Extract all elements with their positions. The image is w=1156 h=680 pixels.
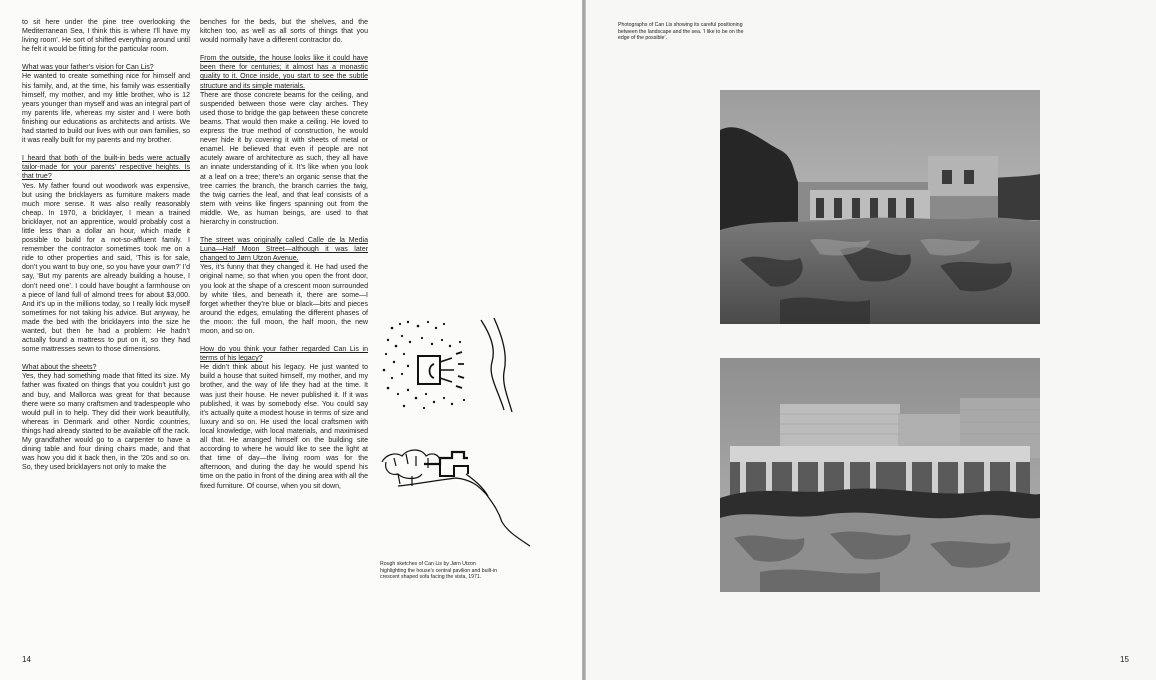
photo-caption: Photographs of Can Lis showing its careful positioning between the landscape and the sea. ‘I like to be on the edge of the possible’.	[618, 22, 744, 42]
page-number-left: 14	[22, 655, 31, 664]
right-page	[586, 0, 1156, 680]
interview-question: I heard that both of the built-in beds were actually tailor-made for your parents’ respective heights. Is that true?	[22, 155, 190, 181]
interview-question: The street was originally called Calle de la Media Luna—Half Moon Street—although it was later changed to Jørn Utzon Avenue.	[200, 237, 368, 263]
interview-question: What was your father’s vision for Can Lis?	[22, 64, 154, 72]
interview-paragraph	[200, 18, 368, 45]
interview-answer: Yes, it’s funny that they changed it. He had used the original name, so that when you open the front door, you look at the shape of a crescent moon surrounded by white tiles, and beneath it, there are some—I forget whether they’re blue or black—bits and pieces around the edges, emulating the different phases of the moon: the full moon, the half moon, the new moon, and so on.	[200, 264, 368, 335]
interview-answer: He wanted to create something nice for himself and his family, and, at the time, his family was essentially himself, my mother, and my little brother, who is 12 years younger than myself and was an integral part of my parents life, whereas my sister and I were both finishing our educations as architects and artists. We had started to build our lives with our own families, so it was really built for my parents and my brother.	[22, 73, 190, 145]
interview-answer: Yes. My father found out woodwork was expensive, but using the bricklayers as furniture makers made much more sense. It was also really reasonably cheap. In 1970, a bricklayer, I mean a trained bricklayer, not an apprentice, would probably cost a little less than a dollar an hour, which made it possible to build for a not-so-affluent family. I remember the contractor sometimes took me on a ride to other properties and said, ‘This is for sale, don’t you want to buy one, so you have your own?’ I’d say, ‘But my parents are already building a house, I don’t need one’. I could have bought a farmhouse on a piece of land full of almond trees for about $3,000. And it’s up in the millions today, so I really kick myself sometimes for not taking his advice. But anyway, he made the bed with the bricklayers into the size he wanted, but then he had a problem: He hadn’t actually found a mattress to put on it, so they had some mattresses sewn to those dimensions.	[22, 182, 190, 354]
interview-paragraph	[200, 345, 368, 491]
text-column-1	[22, 18, 190, 481]
photo-can-lis-facade	[720, 358, 1040, 592]
interview-question: What about the sheets?	[22, 364, 97, 372]
interview-paragraph	[22, 363, 190, 472]
photo-can-lis-cliff	[720, 90, 1040, 324]
interview-question: From the outside, the house looks like it could have been there for centuries; it almost has a monastic quality to it. Once inside, you start to see the subtle structure and its simple materials.	[200, 55, 368, 90]
interview-answer: benches for the beds, but the shelves, and the kitchen too, as well as all sorts of things that you would normally have a different contractor do.	[200, 19, 368, 45]
interview-paragraph	[200, 54, 368, 227]
interview-paragraph	[200, 236, 368, 336]
interview-question: How do you think your father regarded Can Lis in terms of his legacy?	[200, 346, 368, 363]
interview-answer: to sit here under the pine tree overlooking the Mediterranean Sea, I think this is where I’ll have my living room’. He sort of shifted everything around until he felt it would be fitting for the particular room.	[22, 19, 190, 54]
interview-paragraph	[22, 63, 190, 145]
interview-answer: Yes, they had something made that fitted its size. My father was fixated on things that you couldn’t just go and buy, and Mallorca was great for that because there were so many craftsmen and tradespeople who would pull in to help. They did their work beautifully, whereas in Denmark and other Nordic countries, things had already started to be available off the rack. My grandfather would go to a carpenter to have a dining table and four dining chairs made, and that was how you did it back then, in the ’20s and so on. So, they used bricklayers not only to make the	[22, 373, 190, 472]
elevation-sketch	[378, 440, 540, 550]
interview-paragraph	[22, 18, 190, 54]
interview-answer: He didn’t think about his legacy. He just wanted to build a house that suited himself, my mother, and my brother, and the way of life they had at the time. It was just their house. He never published it. If it was published, it was by somebody else. You could say it’s actually quite a modest house in terms of size and luxury and so on. He used the local craftsmen with local knowledge, with local materials, and maximised all that. He arranged himself on the building site according to where he would like to see the light at that time of day—the living room was for the afternoon, and during the day he would spend his time on the patio in front of the dining area with all the fixed furniture. Of course, when you sit down,	[200, 364, 368, 490]
text-column-2	[200, 18, 368, 500]
sketch-caption: Rough sketches of Can Lis by Jørn Utzon highlighting the house’s central pavilion and built-in crescent shaped sofa facing the vista, 1971.	[380, 561, 497, 581]
page-number-right: 15	[1120, 655, 1129, 664]
interview-paragraph	[22, 154, 190, 354]
plan-sketch	[378, 314, 520, 414]
interview-answer: There are those concrete beams for the ceiling, and suspended between those were clay arches. They used those to bridge the gap between these concrete beams. That would then make a ceiling. He loved to express the true method of construction, he would never hide it by covering it with sheets of metal or enamel. He believed that even if people are not acutely aware of architecture as such, they all have an innate understanding of it. It’s like when you look at a leaf on a tree; there’s an organic sense that the tree carries the branch, the branch carries the twig, the twig carries the leaf, and that leaf consists of a stem with veins like fingers spanning out from the middle. We, as human beings, are used to that hierarchy in construction.	[200, 91, 368, 226]
